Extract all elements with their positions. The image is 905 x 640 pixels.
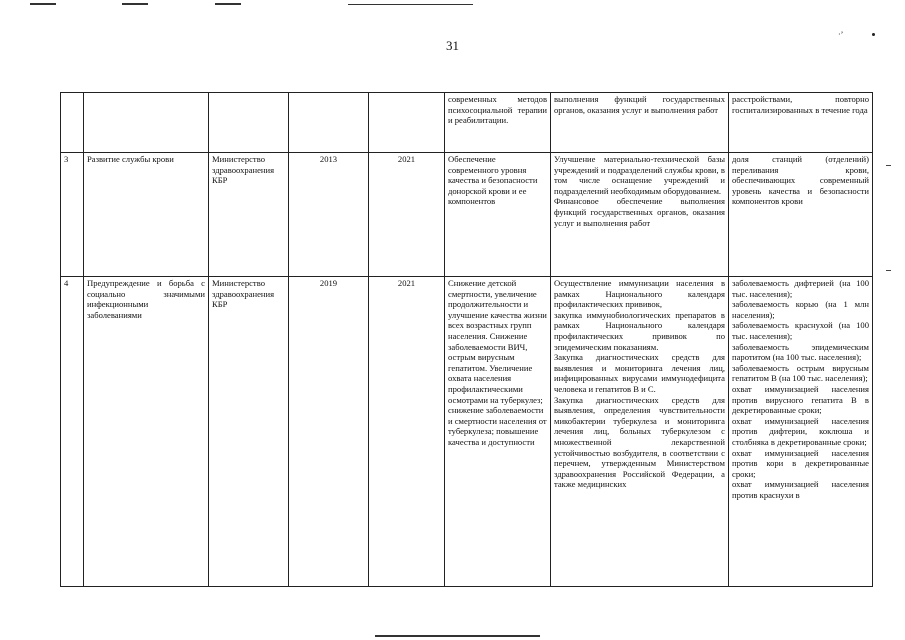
indicator-text: заболеваемость дифтерией (на 100 тыс. населения);: [732, 278, 869, 299]
page-number: 31: [446, 38, 459, 53]
expected-result: Снижение детской смертности, увеличение продолжительности и улучшение качества жизни всех возрастных групп населения. Снижение заболеваемости ВИЧ, острым вирусным гепатитом. Увеличение охвата населения профилактическими осмотрами на туберкулез; снижение заболеваемости и смертности населения от туберкулеза; повышение качества и доступности: [445, 277, 551, 587]
table-row: [61, 277, 873, 587]
action-text: Закупка диагностических средств для выявления и мониторинга лечения лиц, инфицированных вирусами иммунодефицита человека и гепатитов В и С.: [554, 352, 725, 394]
table-row: [61, 93, 873, 153]
measure-name: [84, 93, 209, 153]
end-year: [369, 93, 445, 153]
indicator-text: заболеваемость корью (на 1 млн населения);: [732, 299, 869, 320]
table-row: [61, 153, 873, 277]
indicators-cell: [729, 93, 873, 153]
margin-tick: [886, 270, 891, 271]
actions-cell: [551, 93, 729, 153]
row-number: 3: [61, 153, 84, 277]
indicator-text: расстройствами, повторно госпитализированных в течение года: [732, 94, 869, 115]
indicator-text: охват иммунизацией населения против кори в декретированные сроки;: [732, 447, 869, 479]
indicator-text: заболеваемость острым вирусным гепатитом В (на 100 тыс. населения);: [732, 362, 869, 384]
indicators-cell: [729, 153, 873, 277]
action-text: Улучшение материально-технической базы учреждений и подразделений службы крови, в том числе оснащение учреждений и подразделений необходимым оборудованием.: [554, 154, 725, 196]
indicator-text: охват иммунизацией населения против дифтерии, коклюша и столбняка в декретированные сроки;: [732, 415, 869, 447]
scan-artifact-line: [375, 635, 540, 637]
actions-cell: [551, 277, 729, 587]
action-text: Финансовое обеспечение выполнения функций государственных органов, оказания услуг и выполнения работ: [554, 196, 725, 228]
row-number: 4: [61, 277, 84, 587]
executor: Министерство здравоохранения КБР: [209, 277, 289, 587]
scan-artifact-line: [122, 3, 148, 5]
action-text: Осуществление иммунизации населения в рамках Национального календаря профилактических прививок,: [554, 278, 725, 310]
indicator-text: охват иммунизацией населения против краснухи в: [732, 479, 869, 500]
executor: Министерство здравоохранения КБР: [209, 153, 289, 277]
end-year: 2021: [369, 277, 445, 587]
corner-marks: ·’: [838, 30, 844, 39]
measure-name: Развитие службы крови: [84, 153, 209, 277]
start-year: 2019: [289, 277, 369, 587]
action-text: выполнения функций государственных органов, оказания услуг и выполнения работ: [554, 94, 725, 115]
expected-result: современных методов психосоциальной терапии и реабилитации.: [445, 93, 551, 153]
scan-artifact-line: [348, 4, 473, 5]
indicator-text: доля станций (отделений) переливания крови, обеспечивающих современный уровень качества и безопасности компонентов крови: [732, 154, 869, 207]
end-year: 2021: [369, 153, 445, 277]
actions-cell: [551, 153, 729, 277]
start-year: 2013: [289, 153, 369, 277]
program-table: [60, 92, 873, 587]
scan-artifact-line: [215, 3, 241, 5]
scan-artifact-line: [30, 3, 56, 5]
start-year: [289, 93, 369, 153]
action-text: Закупка диагностических средств для выявления, определения чувствительности микобактерии туберкулеза и мониторинга лечения лиц, больных туберкулезом с множественной лекарственной устойчивостью возбудителя, в соответствии с перечнем, утвержденным Министерством здравоохранения Российской Федерации, а также медицинских: [554, 394, 725, 490]
margin-tick: [886, 165, 891, 166]
scan-artifact-dot: [872, 33, 875, 36]
action-text: закупка иммунобиологических препаратов в рамках Национального календаря профилактических прививок по эпидемическим показаниям.: [554, 309, 725, 352]
row-number: [61, 93, 84, 153]
executor: [209, 93, 289, 153]
indicator-text: заболеваемость краснухой (на 100 тыс. населения);: [732, 320, 869, 341]
measure-name: Предупреждение и борьба с социально значимыми инфекционными заболеваниями: [84, 277, 209, 587]
expected-result: Обеспечение современного уровня качества и безопасности донорской крови и ее компонентов: [445, 153, 551, 277]
indicator-text: охват иммунизацией населения против вирусного гепатита В в декретированные сроки;: [732, 383, 869, 416]
indicators-cell: [729, 277, 873, 587]
indicator-text: заболеваемость эпидемическим паротитом (на 100 тыс. населения);: [732, 341, 869, 363]
